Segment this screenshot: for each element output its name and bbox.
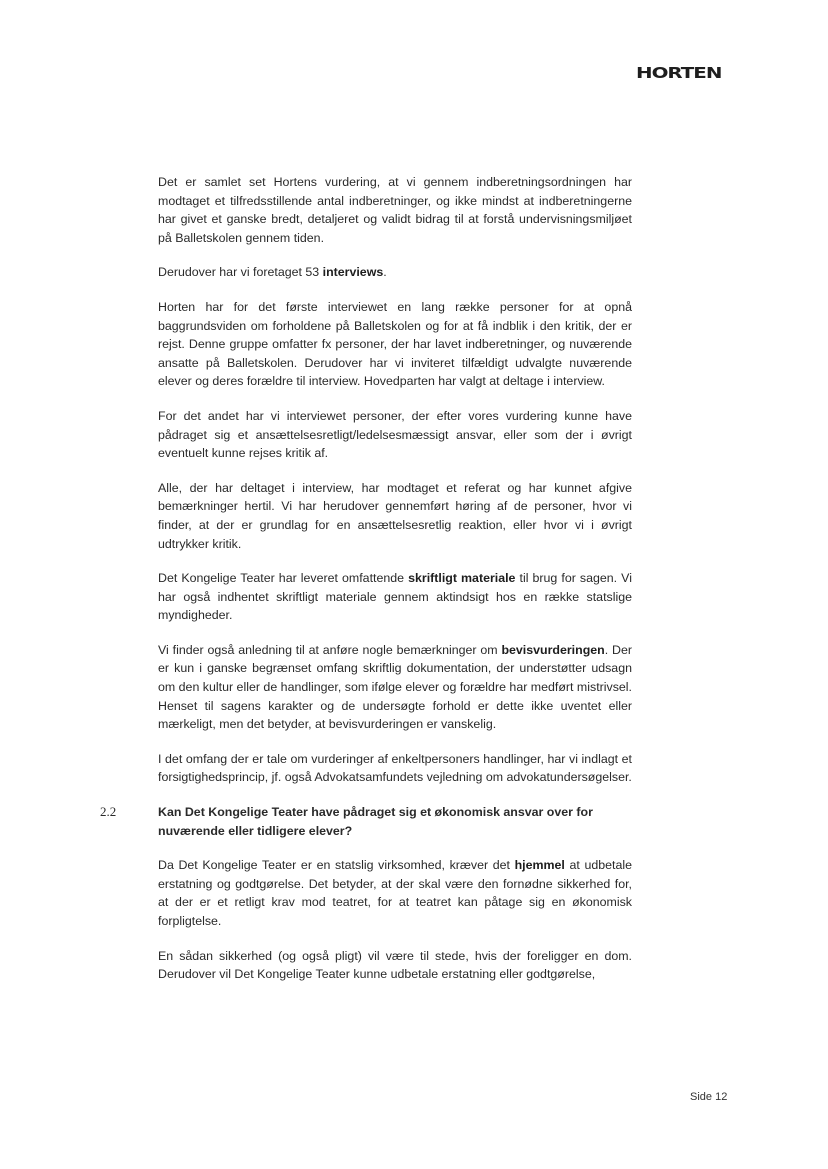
paragraph-judgment: En sådan sikkerhed (og også pligt) vil være til stede, hvis der foreligger en dom. Derudover vil Det Kongelige Teater kunne udbetale erstatning eller godtgørelse, (158, 948, 632, 982)
section-title: Kan Det Kongelige Teater have pådraget sig et økonomisk ansvar over for nuværende eller tidligere elever? (158, 805, 593, 838)
page-number: Side 12 (690, 1091, 728, 1103)
paragraph-evidence-assessment: Vi finder også anledning til at anføre nogle bemærkninger om bevisvurderingen. Der er kun i ganske begrænset omfang skriftlig dokumentation, der understøtter udsagn om den kultur eller de handlinger, som ifølge elever og forældre har medført mistrivsel. Henset til sagens karakter og de undersøgte forhold er dette ikke uventet eller mærkeligt, men det betyder, at bevisvurderingen er vanskelig. (158, 642, 632, 732)
paragraph-interviews-first: Horten har for det første interviewet en lang række personer for at opnå baggrundsviden om forholdene på Balletskolen og for at få indblik i den kritik, der er rejst. Denne gruppe omfatter fx personer, der har lavet indberetninger, og nuværende ansatte på Balletskolen. Derudover har vi inviteret tilfældigt udvalgte nuværende elever og deres forældre til interview. Hovedparten har valgt at deltage i interview. (158, 299, 632, 389)
section-number: 2.2 (100, 804, 117, 820)
section-heading (100, 803, 632, 840)
paragraph-interviews-second: For det andet har vi interviewet personer, der efter vores vurdering kunne have pådraget sig et ansættelsesretligt/ledelsesmæssigt ansvar, eller som der i øvrigt eventuelt kunne rejses kritik af. (158, 408, 632, 461)
paragraph-written-material: Det Kongelige Teater har leveret omfattende skriftligt materiale til brug for sagen. Vi har også indhentet skriftligt materiale gennem aktindsigt hos en række statslige myndigheder. (158, 571, 632, 623)
paragraph-legal-basis: Da Det Kongelige Teater er en statslig virksomhed, kræver det hjemmel at udbetale erstatning og godtgørelse. Det betyder, at der skal være den fornødne sikkerhed for, at der er et retligt krav mod teatret, for at teatret kan påtage sig en økonomisk forpligtelse. (158, 858, 632, 928)
horten-logo: HORTEN (636, 64, 722, 82)
paragraph-precaution-principle: I det omfang der er tale om vurderinger af enkeltpersoners handlinger, har vi indlagt et forsigtighedsprincip, jf. også Advokatsamfundets vejledning om advokatundersøgelser. (158, 751, 632, 785)
paragraph-hearing: Alle, der har deltaget i interview, har modtaget et referat og har kunnet afgive bemærkninger hertil. Vi har herudover gennemført høring af de personer, hvor vi finder, at der er grundlag for en ansættelsesretlig reaktion, eller hvor vi i øvrigt udtrykker kritik. (158, 480, 632, 551)
document-body (100, 173, 632, 1000)
paragraph-interviews-count: Derudover har vi foretaget 53 interviews. (158, 265, 387, 280)
paragraph-assessment: Det er samlet set Hortens vurdering, at vi gennem indberetningsordningen har modtaget et tilfredsstillende antal indberetninger, og ikke mindst at indberetningerne har givet et ganske bredt, detaljeret og validt bidrag til at forstå undervisningsmiljøet på Balletskolen gennem tiden. (158, 175, 632, 245)
